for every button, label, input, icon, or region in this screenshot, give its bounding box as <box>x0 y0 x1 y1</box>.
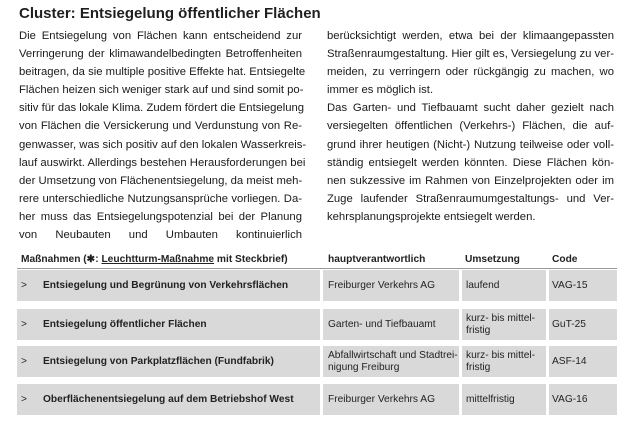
text-line: Straßenraumgestaltung. Hier gilt es, Versiegelung zu ver- <box>327 48 614 61</box>
table-row[interactable] <box>17 384 617 415</box>
umsetzung-label-line: fristig <box>466 361 491 373</box>
text-line: lauf auswirkt. Allerdings bestehen Herausforderungen bei <box>19 156 306 169</box>
hauptverantwortlich-label: Garten- und Tiefbauamt <box>328 319 436 330</box>
text-line: kehrsplanungsprojekte entsiegelt werden. <box>327 210 536 223</box>
code-cell <box>549 384 617 415</box>
massnahme-label: Oberflächenentsiegelung auf dem Betriebshof West <box>43 394 294 405</box>
text-line: grund ihrer heutigen (Nicht-) Nutzung teilweise oder voll- <box>327 138 614 151</box>
massnahme-label: Entsiegelung öffentlicher Flächen <box>43 319 207 330</box>
text-line: her muss das Entsiegelungspotenzial bei der Planung <box>19 210 302 223</box>
header-divider <box>17 268 617 269</box>
code-cell <box>549 309 617 340</box>
text-line: versiegelten öffentlichen (Verkehrs-) Flächen, die auf- <box>327 120 614 133</box>
hauptverantwortlich-cell <box>323 270 459 301</box>
umsetzung-label-line: fristig <box>466 324 491 336</box>
text-line: Zuge laufender Straßenraumumgestaltungs- und Ver- <box>327 192 614 205</box>
umsetzung-label: laufend <box>466 280 500 291</box>
text-line: beitragen, da sie multiple positive Effekte hat. Entsiegelte <box>19 66 306 79</box>
massnahme-label: Entsiegelung und Begrünung von Verkehrsflächen <box>43 280 289 291</box>
text-line: von Flächen die Versickerung und Verdunstung von Re- <box>19 120 302 133</box>
text-line: genwasser, was sich positiv auf den lokalen Wasserkreis- <box>19 138 307 151</box>
chevron-right-icon: > <box>21 394 27 405</box>
umsetzung-cell <box>462 309 546 340</box>
umsetzung-label: mittelfristig <box>466 394 515 405</box>
text-line: immer es möglich ist. <box>327 84 434 97</box>
table-row[interactable] <box>17 309 617 340</box>
chevron-right-icon: > <box>21 356 27 367</box>
header-hauptverantwortlich: hauptverantwortlich <box>328 254 426 265</box>
chevron-right-icon: > <box>21 280 27 291</box>
umsetzung-cell <box>462 384 546 415</box>
text-line: nen sukzessive im Rahmen von Einzelprojekten oder im <box>327 174 614 187</box>
table-row[interactable] <box>17 346 617 377</box>
header-massnahmen-suffix: mit Steckbrief) <box>214 254 288 265</box>
header-colon: : <box>95 254 102 265</box>
text-line: rere unterschiedliche Nutzungsansprüche vorliegen. Da- <box>19 192 302 205</box>
massnahme-cell <box>17 346 320 377</box>
massnahme-cell <box>17 309 320 340</box>
text-line: berücksichtigt werden, etwa bei der klimaangepassten <box>327 30 614 42</box>
text-line: Das Garten- und Tiefbauamt sucht daher gezielt nach <box>327 102 614 115</box>
hauptverantwortlich-label: Freiburger Verkehrs AG <box>328 394 436 405</box>
text-line: von Neubauten und Umbauten kontinuierlich <box>19 229 302 242</box>
hauptverantwortlich-label-line: Abfallwirtschaft und Stadtrei- <box>328 350 458 361</box>
code-label: ASF-14 <box>552 356 587 367</box>
text-column-left <box>19 27 307 244</box>
massnahme-cell <box>17 384 320 415</box>
text-line: meiden, zu verringern oder rückgängig zu machen, wo <box>327 66 614 79</box>
umsetzung-label-line: kurz- bis mittel- <box>466 313 536 324</box>
umsetzung-cell <box>462 346 546 377</box>
hauptverantwortlich-cell <box>323 346 459 377</box>
chevron-right-icon: > <box>21 319 27 330</box>
header-massnahmen-prefix: Maßnahmen ( <box>21 254 87 265</box>
code-cell <box>549 346 617 377</box>
text-line: sitiv für das lokale Klima. Zudem fördert die Entsiegelung <box>19 102 305 115</box>
header-massnahmen <box>21 254 288 265</box>
hauptverantwortlich-label-line: nigung Freiburg <box>328 361 400 373</box>
leuchtturm-link[interactable]: Leuchtturm-Maßnahme <box>101 254 215 265</box>
umsetzung-cell <box>462 270 546 301</box>
code-cell <box>549 270 617 301</box>
hauptverantwortlich-cell <box>323 309 459 340</box>
massnahme-cell <box>17 270 320 301</box>
code-label: GuT-25 <box>552 319 586 330</box>
text-line: der Umsetzung von Flächenentsiegelung, da meist meh- <box>19 174 303 187</box>
header-code: Code <box>552 254 578 265</box>
text-column-right <box>327 27 614 226</box>
text-line: Die Entsiegelung von Flächen kann entscheidend zur <box>19 30 302 42</box>
table-row[interactable] <box>17 270 617 301</box>
hauptverantwortlich-label: Freiburger Verkehrs AG <box>328 280 436 291</box>
table-header <box>17 252 617 266</box>
hauptverantwortlich-cell <box>323 384 459 415</box>
umsetzung-label-line: kurz- bis mittel- <box>466 350 536 361</box>
code-label: VAG-15 <box>552 280 588 291</box>
text-line: Verringerung der klimawandelbedingten Betroffenheiten <box>19 48 302 61</box>
massnahme-label: Entsiegelung von Parkplatzflächen (Fundfabrik) <box>43 356 274 367</box>
text-line: ständig entsiegelt werden könnten. Diese Flächen kön- <box>327 156 614 169</box>
text-line: Flächen heizen sich weniger stark auf und sind somit po- <box>19 84 304 97</box>
star-icon: ✱ <box>86 254 96 265</box>
page-title: Cluster: Entsiegelung öffentlicher Flächen <box>19 5 321 22</box>
code-label: VAG-16 <box>552 394 588 405</box>
header-umsetzung: Umsetzung <box>465 254 520 265</box>
